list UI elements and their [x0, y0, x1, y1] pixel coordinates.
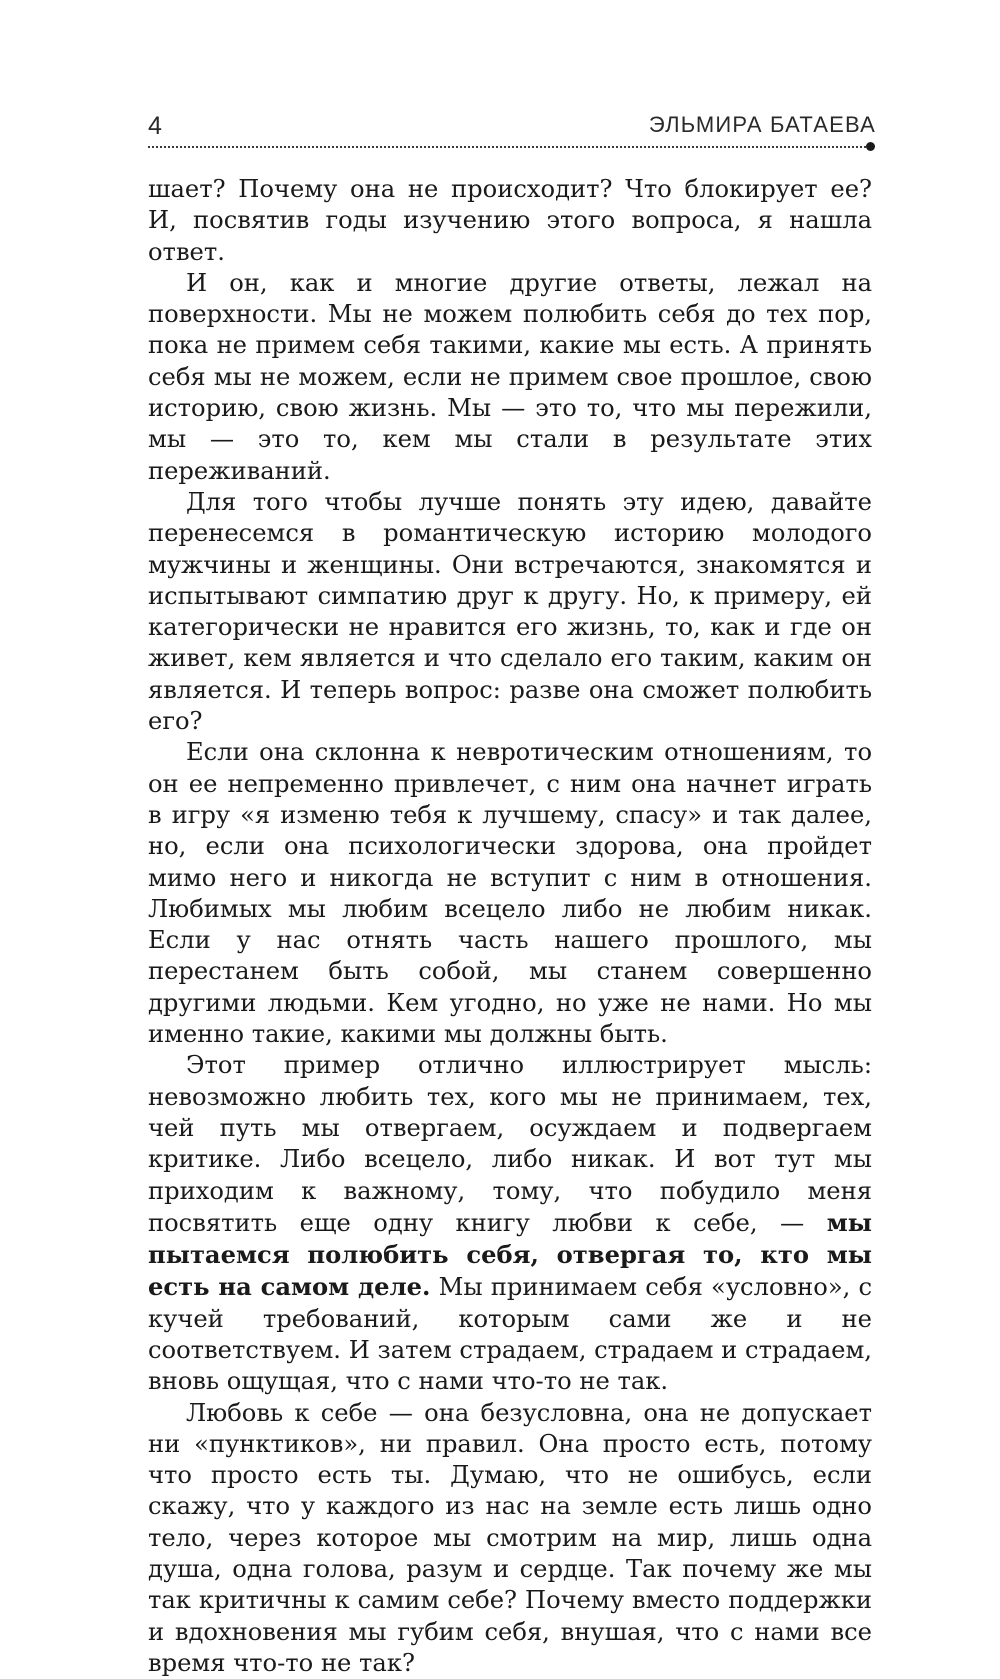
paragraph-2: И он, как и многие другие ответы, лежал на поверхности. Мы не можем полюбить себя до тех пор, пока не примем себя такими, какие мы есть. А принять себя мы не можем, если не примем свое прошлое, свою историю, свою жизнь. Мы — это то, что мы пережили, мы — это то, кем мы стали в результате этих переживаний.: [148, 268, 872, 485]
running-head-author: ЭЛЬМИРА БАТАЕВА: [648, 112, 876, 137]
paragraph-6: Любовь к себе — она безусловна, она не допускает ни «пунктиков», ни правил. Она просто есть, потому что просто есть ты. Думаю, что не ошибусь, если скажу, что у каждого из нас на земле есть лишь одно тело, через которое мы смотрим на мир, лишь одна душа, одна голова, разум и сердце. Так почему же мы так критичны к самим себе? Почему вместо поддержки и вдохновения мы губим себя, внушая, что с нами все время что-то не так?: [148, 1398, 872, 1677]
rule-end-dot: [866, 142, 875, 151]
paragraph-3: Для того чтобы лучше понять эту идею, давайте перенесемся в романтическую историю молодого мужчины и женщины. Они встречаются, знакомятся и испытывают симпатию друг к другу. Но, к примеру, ей категорически не нравится его жизнь, то, как и где он живет, кем является и что сделало его таким, каким он является. И теперь вопрос: разве она сможет полюбить его?: [148, 487, 872, 736]
page-number: 4: [148, 112, 163, 140]
paragraph-5-text-after: Мы принимаем себя «условно», с кучей требований, которым сами же и не соответствуем. И затем страдаем, страдаем и страдаем, вновь ощущая, что с нами что-то не так.: [148, 1273, 872, 1396]
running-header: [148, 108, 876, 140]
header-dotted-rule: [148, 146, 870, 148]
paragraph-5: [148, 1050, 872, 1397]
paragraph-1: шает? Почему она не происходит? Что блокирует ее? И, посвятив годы изучению этого вопроса, я нашла ответ.: [148, 175, 872, 266]
page-body: [148, 174, 872, 1679]
paragraph-5-bold-statement: мы пытаемся полюбить себя, отвергая то, кто мы есть на самом деле.: [148, 1207, 872, 1302]
paragraph-5-text-before: Этот пример отлично иллюстрирует мысль: невозможно любить тех, кого мы не принимаем, тех, чей путь мы отвергаем, осуждаем и подвергаем критике. Либо всецело, либо никак. И вот тут мы приходим к важному, тому, что побудило меня посвятить еще одну книгу любви к себе, —: [148, 1051, 872, 1237]
paragraph-4: Если она склонна к невротическим отношениям, то он ее непременно привлечет, с ним она начнет играть в игру «я изменю тебя к лучшему, спасу» и так далее, но, если она психологически здорова, она пройдет мимо него и никогда не вступит с ним в отношения. Любимых мы любим всецело либо не любим никак. Если у нас отнять часть нашего прошлого, мы перестанем быть собой, мы станем совершенно другими людьми. Кем угодно, но уже не нами. Но мы именно такие, какими мы должны быть.: [148, 738, 872, 1049]
